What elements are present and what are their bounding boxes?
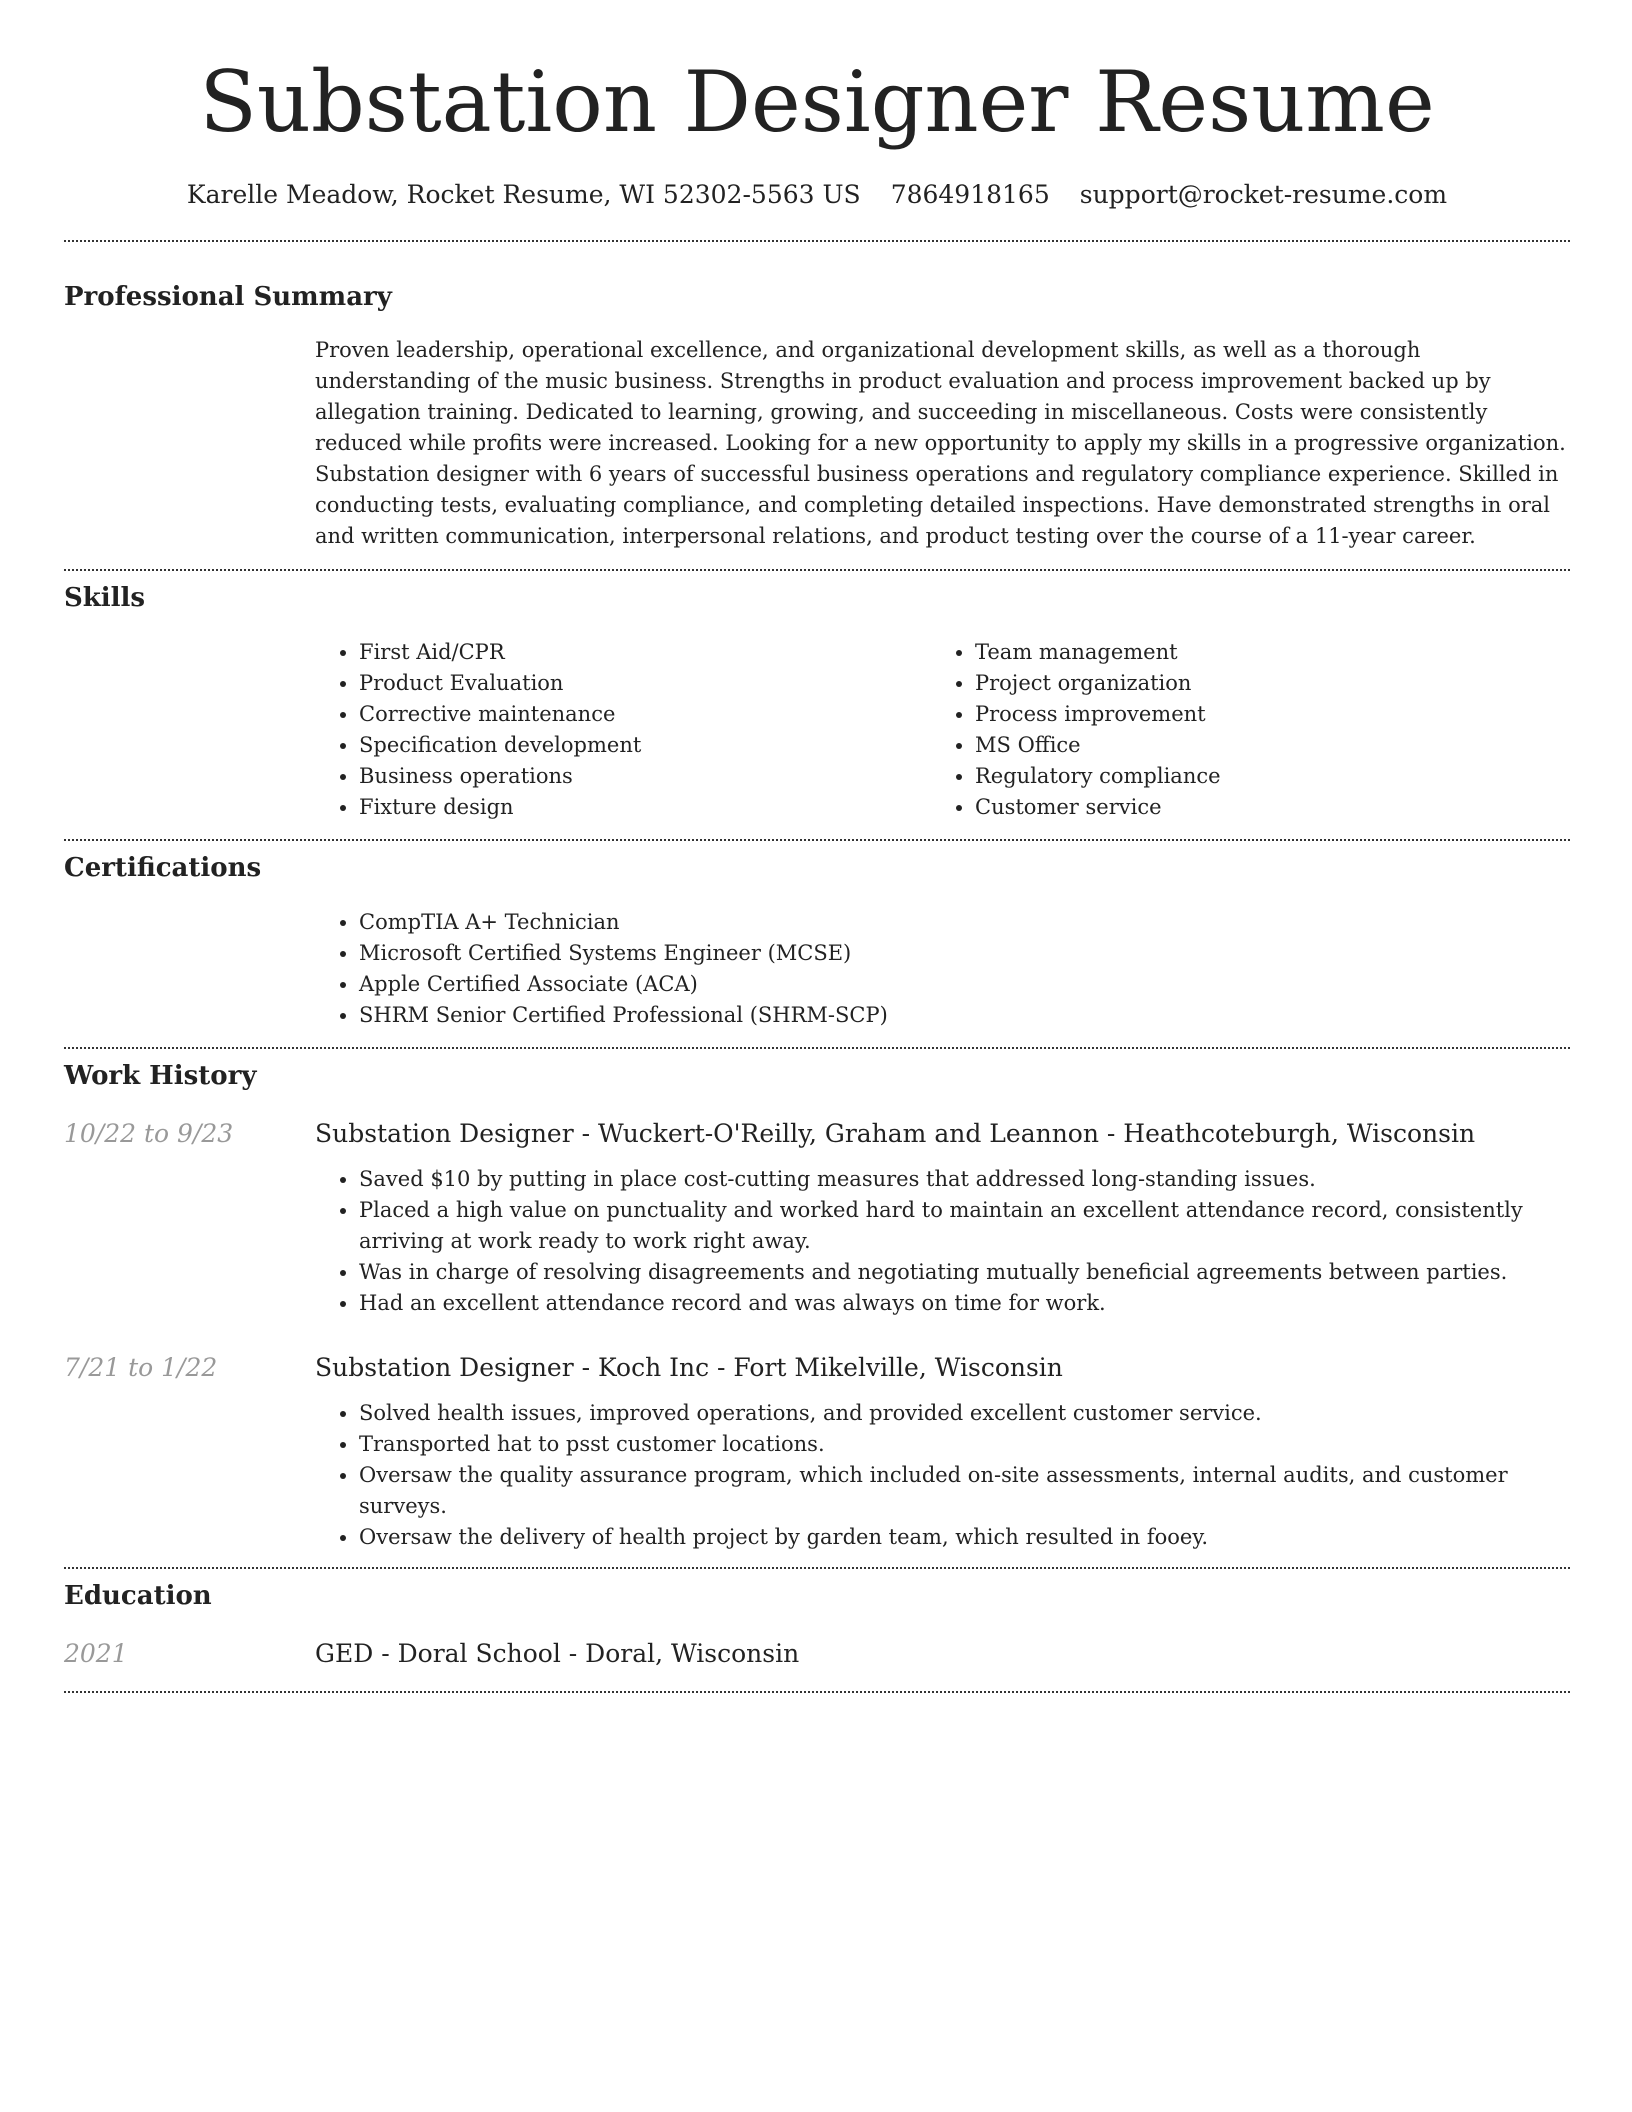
job-date: 10/22 to 9/23	[64, 1119, 234, 1148]
skill-item: • Corrective maintenance	[359, 699, 931, 730]
skill-item: • MS Office	[975, 730, 1547, 761]
certification-item: • Apple Certified Associate (ACA)	[359, 969, 1570, 1000]
job-heading: Substation Designer - Koch Inc - Fort Mikelville, Wisconsin	[315, 1353, 1063, 1382]
certifications-list	[315, 907, 1570, 1031]
summary-section	[64, 242, 1570, 569]
contact-address: Karelle Meadow, Rocket Resume, WI 52302-5563 US	[186, 180, 861, 209]
certification-item: • SHRM Senior Certified Professional (SHRM-SCP)	[359, 1000, 1570, 1031]
contact-phone: 7864918165	[890, 180, 1050, 209]
certifications-title: Certifications	[64, 853, 262, 883]
skill-item: • First Aid/CPR	[359, 637, 931, 668]
certifications-section	[64, 841, 1570, 1047]
job-bullet-list	[315, 1398, 1570, 1553]
job-bullets	[315, 1164, 1570, 1319]
education-title: Education	[64, 1581, 212, 1611]
skills-title: Skills	[64, 583, 146, 613]
education-date: 2021	[64, 1639, 128, 1668]
skill-item: • Process improvement	[975, 699, 1547, 730]
certifications-content	[315, 907, 1570, 1047]
education-section	[64, 1569, 1570, 1691]
skill-item: • Business operations	[359, 761, 931, 792]
job-bullet: • Transported hat to psst customer locations.	[359, 1429, 1570, 1460]
work-title: Work History	[64, 1061, 257, 1091]
job-bullet: • Oversaw the delivery of health project by garden team, which resulted in fooey.	[359, 1522, 1570, 1553]
skill-item: • Project organization	[975, 668, 1547, 699]
skill-item: • Customer service	[975, 792, 1547, 823]
certification-item: • CompTIA A+ Technician	[359, 907, 1570, 938]
job-bullet: • Placed a high value on punctuality and worked hard to maintain an excellent attendance record, consistently arriving at work ready to work right away.	[359, 1195, 1570, 1257]
summary-title: Professional Summary	[64, 282, 392, 312]
certification-item: • Microsoft Certified Systems Engineer (MCSE)	[359, 938, 1570, 969]
skills-grid	[315, 637, 1570, 839]
education-entry	[64, 1637, 1570, 1691]
skill-item: • Fixture design	[359, 792, 931, 823]
job-bullet: • Solved health issues, improved operations, and provided excellent customer service.	[359, 1398, 1570, 1429]
job-bullet: • Had an excellent attendance record and was always on time for work.	[359, 1288, 1570, 1319]
contact-line	[64, 178, 1570, 212]
education-divider	[64, 1691, 1570, 1693]
job-bullets	[315, 1398, 1570, 1567]
job-heading: Substation Designer - Wuckert-O'Reilly, Graham and Leannon - Heathcoteburgh, Wisconsin	[315, 1119, 1476, 1148]
job-bullet: • Was in charge of resolving disagreements and negotiating mutually beneficial agreements between parties.	[359, 1257, 1570, 1288]
job-bullet: • Saved $10 by putting in place cost-cutting measures that addressed long-standing issues.	[359, 1164, 1570, 1195]
skill-item: • Team management	[975, 637, 1547, 668]
education-heading: GED - Doral School - Doral, Wisconsin	[315, 1639, 800, 1668]
page-title: Substation Designer Resume	[199, 53, 1435, 151]
work-section	[64, 1049, 1570, 1567]
job-date: 7/21 to 1/22	[64, 1353, 218, 1382]
job-bullet: • Oversaw the quality assurance program, which included on-site assessments, internal audits, and customer surveys.	[359, 1460, 1570, 1522]
skills-list-right	[931, 637, 1547, 823]
skill-item: • Product Evaluation	[359, 668, 931, 699]
summary-text: Proven leadership, operational excellence, and organizational development skills, as well as a thorough understanding of the music business. Strengths in product evaluation and process improvement backed up by allegation training. Dedicated to learning, growing, and succeeding in miscellaneous. Costs were consistently reduced while profits were increased. Looking for a new opportunity to apply my skills in a progressive organization. Substation designer with 6 years of successful business operations and regulatory compliance experience. Skilled in conducting tests, evaluating compliance, and completing detailed inspections. Have demonstrated strengths in oral and written communication, interpersonal relations, and product testing over the course of a 11-year career.	[315, 338, 1566, 548]
job-entry	[64, 1351, 1570, 1567]
resume-page	[64, 0, 1570, 1693]
skills-section	[64, 571, 1570, 839]
job-bullet-list	[315, 1164, 1570, 1319]
skill-item: • Specification development	[359, 730, 931, 761]
contact-email: support@rocket-resume.com	[1079, 180, 1448, 209]
job-entry	[64, 1117, 1570, 1319]
skill-item: • Regulatory compliance	[975, 761, 1547, 792]
skills-list-left	[315, 637, 931, 823]
